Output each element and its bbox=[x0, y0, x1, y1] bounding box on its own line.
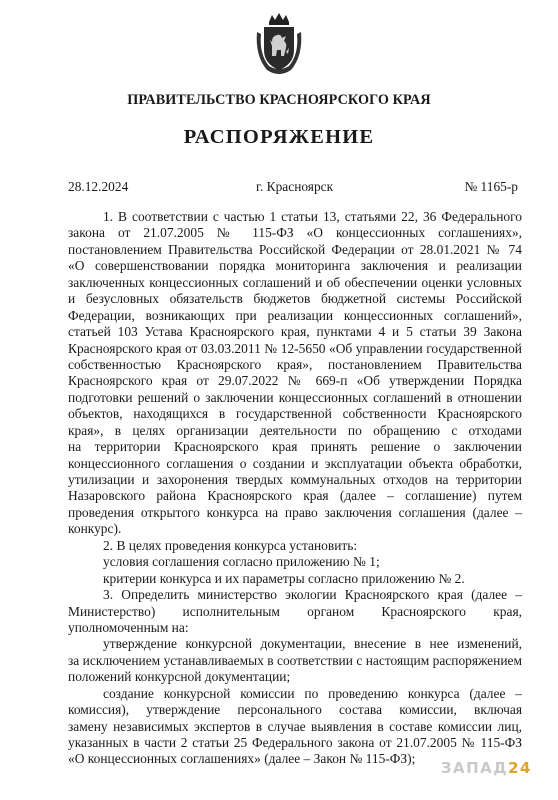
document-date: 28.12.2024 bbox=[68, 179, 129, 194]
text-line: статьей 103 Устава Красноярского края, пунктами 4 и 5 статьи 39 Закона bbox=[68, 324, 522, 340]
text-line: проведения открытого конкурса на право заключения соглашения (далее – bbox=[68, 504, 522, 520]
text-line: Назаровского района Красноярского края (далее – соглашение) путем bbox=[68, 488, 522, 504]
text-line: закона от 21.07.2005 № 115-ФЗ «О концессионных соглашениях», bbox=[68, 225, 522, 241]
text-line: положений конкурсной документации; bbox=[68, 669, 291, 685]
text-line: и безусловных обязательств бюджетов бюджетной системы Российской bbox=[68, 291, 522, 307]
text-line: собственностью Красноярского края», постановлением Правительства bbox=[68, 356, 522, 372]
text-line: 3. Определить министерство экологии Красноярского края (далее – bbox=[103, 587, 522, 603]
text-line: создание конкурсной комиссии по проведению конкурса (далее – bbox=[103, 685, 522, 701]
text-line: условия соглашения согласно приложению № 1; bbox=[103, 554, 380, 570]
text-line: заключенных концессионных соглашений и об обеспечении оценки условных bbox=[68, 274, 522, 290]
document-type-title: РАСПОРЯЖЕНИЕ bbox=[183, 126, 375, 148]
text-line: 2. В целях проведения конкурса установить: bbox=[103, 537, 358, 553]
document-body bbox=[68, 209, 522, 768]
text-line: Федерации, возникающих при реализации концессионных соглашений», bbox=[68, 307, 522, 323]
text-line: объектов, находящихся в государственной собственности Красноярского bbox=[68, 406, 522, 422]
text-line: «О концессионных соглашениях» (далее – Закон № 115-ФЗ); bbox=[68, 751, 416, 767]
text-line: Красноярского края от 03.03.2011 № 12-5650 «Об управлении государственной bbox=[68, 340, 522, 356]
text-line: на территории Красноярского края принять решение о заключении bbox=[68, 439, 522, 455]
text-line: концессионного соглашения о создании и эксплуатации объекта обработки, bbox=[68, 455, 522, 471]
text-line: уполномоченным на: bbox=[68, 619, 189, 635]
document-number: № 1165-р bbox=[464, 179, 518, 194]
text-line: указанных в части 2 статьи 25 Федерального закона от 21.07.2005 № 115-ФЗ bbox=[68, 735, 522, 750]
government-name: ПРАВИТЕЛЬСТВО КРАСНОЯРСКОГО КРАЯ bbox=[127, 92, 431, 108]
text-line: 1. В соответствии с частью 1 статьи 13, статьями 22, 36 Федерального bbox=[103, 209, 522, 224]
text-line: подготовки решений о заключении концессионных соглашений в отношении bbox=[68, 389, 522, 405]
text-line: за исключением устанавливаемых в соответствии с настоящим распоряжением bbox=[68, 652, 522, 668]
text-line: утверждение конкурсной документации, внесение в нее изменений, bbox=[103, 636, 522, 652]
text-line: критерии конкурса и их параметры согласно приложению № 2. bbox=[103, 570, 465, 586]
text-line: «О совершенствовании порядка мониторинга заключения и реализации bbox=[68, 258, 522, 274]
watermark-prefix: ЗАПАД bbox=[440, 759, 509, 777]
krasnoyarsk-coat-of-arms-icon bbox=[253, 12, 305, 78]
text-line: конкурс). bbox=[68, 521, 122, 537]
text-line: Министерство) исполнительным органом Красноярского края, bbox=[68, 603, 522, 619]
text-line: замену независимых экспертов в случае выявления в составе комиссии лиц, bbox=[68, 718, 522, 734]
watermark-logo bbox=[441, 759, 532, 777]
document-city: г. Красноярск bbox=[256, 179, 334, 194]
text-line: Красноярского края от 29.07.2022 № 669-п «Об утверждении Порядка bbox=[68, 373, 522, 389]
text-line: постановлением Правительства Российской Федерации от 28.01.2021 № 74 bbox=[68, 241, 522, 257]
text-line: комиссия), утверждение персонального состава комиссии, включая bbox=[68, 702, 522, 718]
text-line: края», в целях организации деятельности по обращению с отходами bbox=[68, 422, 522, 438]
watermark-suffix: 24 bbox=[508, 759, 532, 777]
text-line: утилизации и захоронения твердых коммунальных отходов на территории bbox=[68, 472, 522, 487]
